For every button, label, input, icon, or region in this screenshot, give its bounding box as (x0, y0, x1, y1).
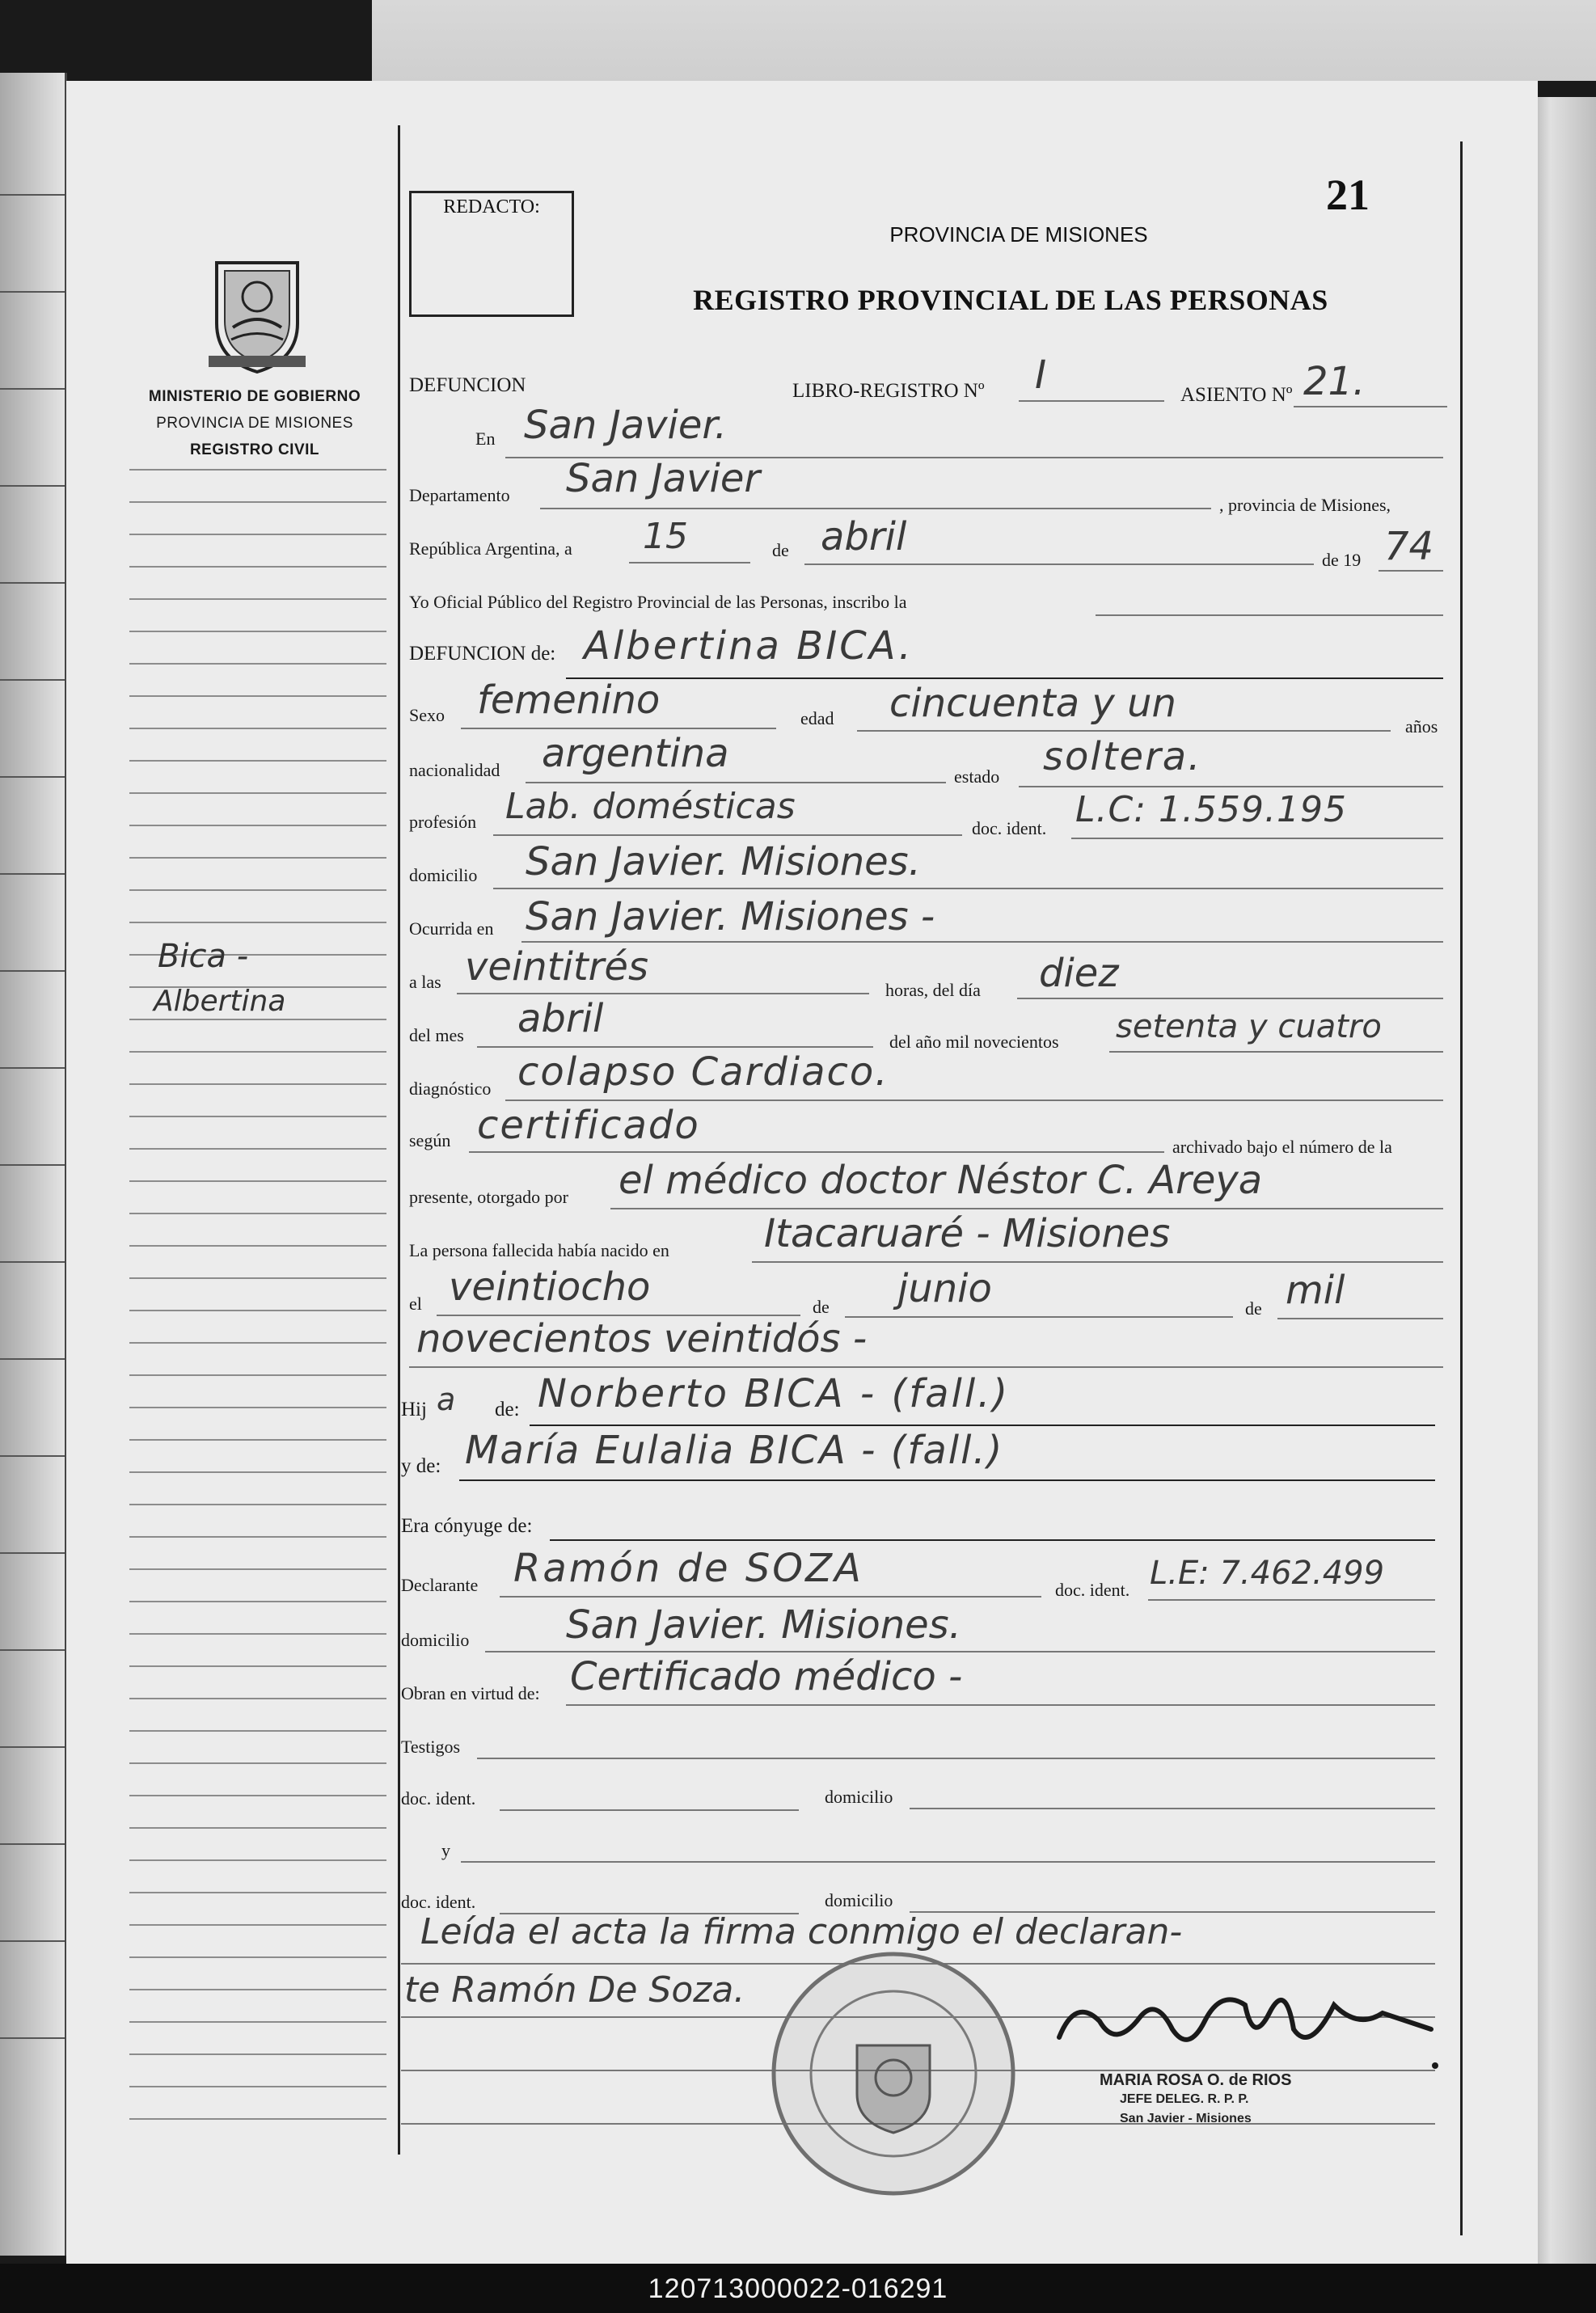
margin-rule (129, 1439, 386, 1441)
margin-rule (129, 1116, 386, 1117)
hij-suffix: a (437, 1382, 456, 1417)
de3-label: de (1245, 1298, 1262, 1319)
provincial-seal-icon (201, 247, 314, 376)
nacionalidad-value: argentina (542, 731, 729, 776)
margin-rule (129, 889, 386, 891)
form-frame-right (1460, 141, 1463, 2235)
page-number: 21 (1326, 171, 1370, 219)
officer-role: JEFE DELEG. R. P. P. (1120, 2092, 1249, 2106)
estado-label: estado (954, 766, 1000, 787)
ministry-line-3: REGISTRO CIVIL (189, 441, 320, 458)
redacto-label: REDACTO: (443, 196, 540, 217)
de2-label: de (813, 1297, 830, 1317)
dia-value: diez (1039, 951, 1119, 996)
profesion-value: Lab. domésticas (505, 786, 796, 827)
closing-line-1: Leída el acta la firma conmigo el declaran- (420, 1911, 1183, 1952)
background-book-edge (372, 0, 1596, 81)
declarante-label: Declarante (401, 1575, 479, 1595)
declarante-value: Ramón de SOZA (513, 1546, 863, 1591)
year-label: de 19 (1322, 550, 1362, 570)
segun-label: según (409, 1130, 451, 1150)
defuncion-de-label: DEFUNCION de: (409, 643, 556, 665)
alas-value: veintitrés (465, 944, 648, 990)
margin-rule (129, 1407, 386, 1408)
edad-label: edad (800, 708, 834, 728)
margin-rule (129, 695, 386, 697)
margin-rule (129, 760, 386, 762)
margin-rule (129, 1665, 386, 1667)
y-label: y (441, 1840, 450, 1860)
alas-label: a las (409, 972, 441, 992)
docident2-value: L.E: 7.462.499 (1150, 1555, 1385, 1592)
margin-rule (129, 1504, 386, 1505)
departamento-value: San Javier (566, 456, 761, 501)
en-label: En (475, 428, 496, 449)
yde-label: y de: (401, 1455, 441, 1477)
ministry-line-1: MINISTERIO DE GOBIERNO (148, 388, 361, 405)
official-signature-icon (1051, 1973, 1439, 2070)
margin-rule (129, 728, 386, 729)
margin-rule (129, 1568, 386, 1570)
testigos-label: Testigos (401, 1737, 461, 1757)
margin-rule (129, 1148, 386, 1150)
edad-value: cincuenta y un (889, 681, 1176, 726)
de2-value: junio (897, 1266, 992, 1311)
officer-name: MARIA ROSA O. de RIOS (1100, 2071, 1292, 2089)
redacto-box (409, 191, 574, 317)
de-label: de (772, 540, 789, 560)
conyuge-label: Era cónyuge de: (401, 1515, 533, 1537)
margin-rule (129, 825, 386, 826)
estado-value: soltera. (1043, 734, 1202, 779)
margin-rule (129, 1213, 386, 1214)
closing-line-2: te Ramón De Soza. (404, 1969, 745, 2011)
margin-rule (129, 1762, 386, 1764)
year-value: 74 (1384, 524, 1434, 569)
margin-rule (129, 1342, 386, 1344)
docident4-label: doc. ident. (401, 1892, 476, 1912)
libro-label: LIBRO-REGISTRO Nº (792, 380, 985, 402)
margin-rule (129, 2021, 386, 2023)
libro-value: I (1035, 352, 1047, 398)
sexo-value: femenino (477, 677, 661, 723)
month-value: abril (821, 514, 907, 559)
anomil-value: setenta y cuatro (1116, 1008, 1382, 1045)
margin-rule (129, 1310, 386, 1311)
margin-rule (129, 1633, 386, 1635)
oficial-text: Yo Oficial Público del Registro Provincial de las Personas, inscribo la (409, 592, 907, 612)
archivado-label: archivado bajo el número de la (1172, 1137, 1392, 1157)
domicilio4-label: domicilio (825, 1890, 893, 1910)
margin-rule (129, 792, 386, 794)
departamento-label: Departamento (409, 485, 510, 505)
obran-label: Obran en virtud de: (401, 1683, 540, 1703)
margin-rule (129, 1277, 386, 1279)
horas-label: horas, del día (885, 980, 981, 1000)
margin-rule (129, 1924, 386, 1926)
margin-rule (129, 1245, 386, 1247)
anos-label: años (1405, 716, 1438, 737)
margin-rule (129, 1374, 386, 1376)
domicilio3-label: domicilio (825, 1787, 893, 1807)
margin-rule (129, 1083, 386, 1085)
margin-rule (129, 1827, 386, 1829)
hij-label: Hij (401, 1399, 427, 1420)
margin-rule (129, 1180, 386, 1182)
day-value: 15 (643, 516, 688, 557)
domicilio2-value: San Javier. Misiones. (566, 1602, 961, 1648)
registry-title: REGISTRO PROVINCIAL DE LAS PERSONAS (693, 284, 1328, 316)
margin-rule (129, 1051, 386, 1053)
margin-rule (129, 1601, 386, 1602)
nacido-label: La persona fallecida había nacido en (409, 1240, 669, 1260)
margin-rule (129, 1536, 386, 1538)
domicilio-value: San Javier. Misiones. (526, 839, 921, 884)
nacionalidad-label: nacionalidad (409, 760, 500, 780)
birth-year-continuation: novecientos veintidós - (416, 1316, 868, 1361)
republica-label: República Argentina, a (409, 538, 572, 559)
margin-rule (129, 2053, 386, 2055)
margin-rule (129, 469, 386, 471)
obran-value: Certificado médico - (570, 1654, 963, 1699)
docident2-label: doc. ident. (1055, 1580, 1130, 1600)
domicilio-label: domicilio (409, 865, 478, 885)
docident-value: L.C: 1.559.195 (1075, 789, 1347, 830)
presente-label: presente, otorgado por (409, 1187, 568, 1207)
domicilio2-label: domicilio (401, 1630, 470, 1650)
mes-value: abril (517, 996, 604, 1041)
docident3-label: doc. ident. (401, 1788, 476, 1809)
provincia-label: , provincia de Misiones, (1219, 495, 1391, 515)
nacido-value: Itacaruaré - Misiones (764, 1211, 1171, 1256)
margin-rule (129, 1859, 386, 1861)
margin-rule (129, 1730, 386, 1732)
diagnostico-value: colapso Cardiaco. (517, 1049, 889, 1095)
docident-label: doc. ident. (972, 818, 1047, 838)
hij-de-label: de: (495, 1399, 520, 1420)
margin-rule (129, 663, 386, 665)
de3-value: mil (1286, 1268, 1345, 1313)
margin-ruled-lines (129, 469, 386, 2134)
margin-note-surname: Bica - (158, 938, 249, 975)
el-label: el (409, 1294, 422, 1314)
margin-rule (129, 1698, 386, 1699)
ocurrida-value: San Javier. Misiones - (526, 894, 935, 939)
asiento-value: 21. (1303, 359, 1366, 404)
province-title: PROVINCIA DE MISIONES (889, 222, 1148, 247)
ocurrida-label: Ocurrida en (409, 918, 494, 939)
margin-rule (129, 501, 386, 503)
officer-place: San Javier - Misiones (1120, 2112, 1252, 2125)
margin-rule (129, 534, 386, 535)
margin-rule (129, 566, 386, 568)
registry-stamp-icon (768, 1948, 1019, 2199)
anomil-label: del año mil novecientos (889, 1032, 1059, 1052)
margin-rule (129, 1956, 386, 1958)
left-facing-page (0, 73, 67, 2256)
form-frame-left (398, 125, 400, 2155)
margin-rule (129, 922, 386, 923)
asiento-label: ASIENTO Nº (1180, 384, 1293, 406)
margin-rule (129, 1471, 386, 1473)
margin-rule (129, 1892, 386, 1893)
en-value: San Javier. (524, 403, 727, 448)
sexo-label: Sexo (409, 705, 445, 725)
yde-value: María Eulalia BICA - (fall.) (465, 1428, 1004, 1473)
margin-rule (129, 2086, 386, 2087)
el-value: veintiocho (449, 1264, 651, 1310)
ministry-line-2: PROVINCIA DE MISIONES (156, 415, 353, 432)
margin-rule (129, 1019, 386, 1020)
hij-value: Norberto BICA - (fall.) (538, 1371, 1011, 1416)
diagnostico-label: diagnóstico (409, 1078, 492, 1099)
margin-note-name: Albertina (154, 985, 286, 1018)
margin-rule (129, 631, 386, 632)
margin-rule (129, 857, 386, 859)
defuncion-de-value: Albertina BICA. (584, 623, 914, 669)
margin-rule (129, 598, 386, 600)
delmes-label: del mes (409, 1025, 464, 1045)
margin-rule (129, 1795, 386, 1796)
defuncion-label: DEFUNCION (409, 374, 526, 396)
profesion-label: profesión (409, 812, 477, 832)
barcode-text: 120713000022-016291 (648, 2273, 948, 2304)
segun-value: certificado (477, 1103, 700, 1148)
presente-value: el médico doctor Néstor C. Areya (619, 1158, 1263, 1203)
margin-rule (129, 2118, 386, 2120)
margin-rule (129, 1989, 386, 1990)
